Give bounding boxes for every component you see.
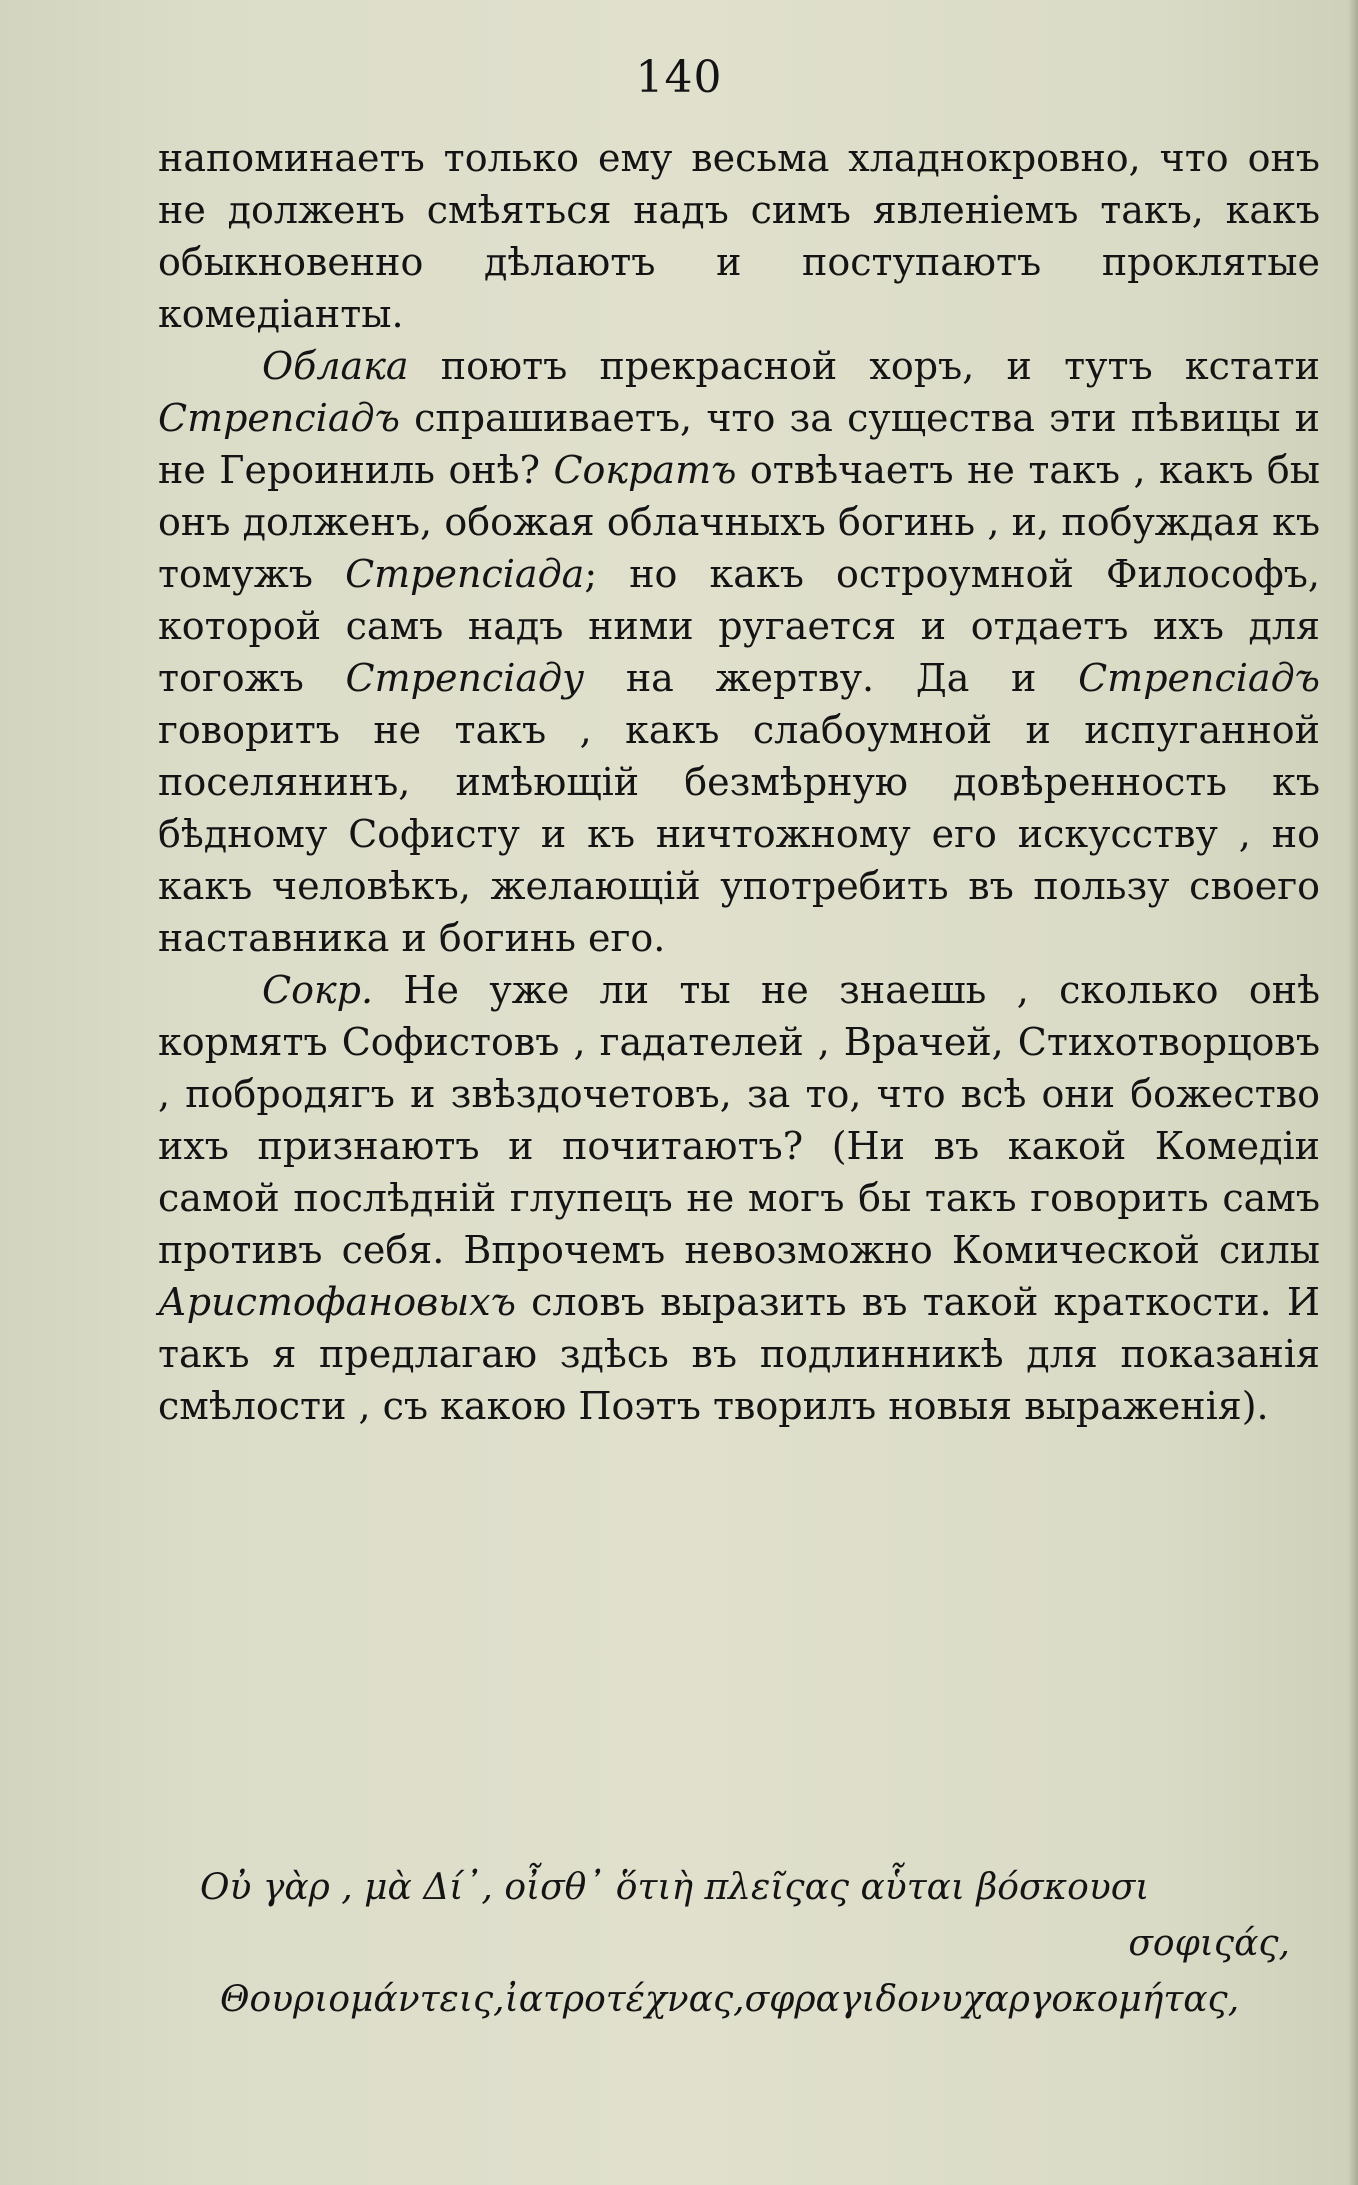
paragraph-1: напоминаетъ только ему весьма хладнокровно, что онъ не долженъ смѣяться надъ симъ явленіемъ такъ, какъ обыкновенно дѣлаютъ и поступаютъ проклятые комедіанты. <box>158 136 1320 336</box>
greek-line-1: Οὐ γὰρ , μὰ Δί᾽, οἶσθ᾽ ὅτιὴ πλεῖςας αὗται βόσκουσι <box>200 1867 1150 1908</box>
speaker-label: Сокр. <box>262 968 374 1012</box>
italic-name-aristophanes: Аристофановыхъ <box>158 1280 516 1324</box>
page-number: 140 <box>635 52 723 103</box>
paragraph-3 <box>158 964 1320 1432</box>
italic-name-socrates: Сократъ <box>553 448 737 492</box>
italic-name-strepsiades: Стрепсіада <box>345 552 585 596</box>
text-run: отвѣчаетъ не такъ , какъ бы онъ долженъ, обожая облачныхъ богинь , и, побуждая къ томужъ <box>158 448 1320 596</box>
page-edge-shadow <box>1348 0 1358 2185</box>
text-run: поютъ прекрасной хоръ, и тутъ кстати <box>408 344 1320 388</box>
greek-quotation <box>200 1860 1330 2028</box>
body-text <box>158 132 1320 1432</box>
text-run: говоритъ не такъ , какъ слабоумной и испуганной поселянинъ, имѣющій безмѣрную довѣренность къ бѣдному Софисту и къ ничтожному его искусству , но какъ человѣкъ, желающій употребить въ пользу своего наставника и богинь его. <box>158 708 1320 960</box>
greek-line-2: σοφιςάς, <box>1128 1923 1290 1964</box>
paragraph-2 <box>158 340 1320 964</box>
text-run: Не уже ли ты не знаешь , сколько онѣ кормятъ Софистовъ , гадателей , Врачей, Стихотворцовъ , побродягъ и звѣздочетовъ, за то, что всѣ они божество ихъ признаютъ и почитаютъ? (Ни въ какой Комедіи самой послѣдній глупецъ не могъ бы такъ говорить самъ противъ себя. Впрочемъ невозможно Комической силы <box>158 968 1320 1272</box>
italic-name-strepsiades: Стрепсіадъ <box>158 396 400 440</box>
text-run: на жертву. Да и <box>584 656 1079 700</box>
italic-name-strepsiades: Стрепсіадъ <box>1078 656 1320 700</box>
text-run: словъ выразить въ такой краткости. И такъ я предлагаю здѣсь въ подлинникѣ для показанія смѣлости , съ какою Поэтъ творилъ новыя выраженія). <box>158 1280 1320 1428</box>
greek-line-3: Θουριομάντεις,ἰατροτέχνας,σφραγιδονυχαργοκομήτας, <box>220 1979 1240 2020</box>
italic-name-strepsiades: Стрепсіаду <box>345 656 585 700</box>
text-run: спрашиваетъ, что за существа эти пѣвицы и не Героиниль онѣ? <box>158 396 1320 492</box>
italic-name-clouds: Облака <box>262 344 409 388</box>
text-run: ; но какъ остроумной Философъ, которой самъ надъ ними ругается и отдаетъ ихъ для тогожъ <box>158 552 1320 700</box>
